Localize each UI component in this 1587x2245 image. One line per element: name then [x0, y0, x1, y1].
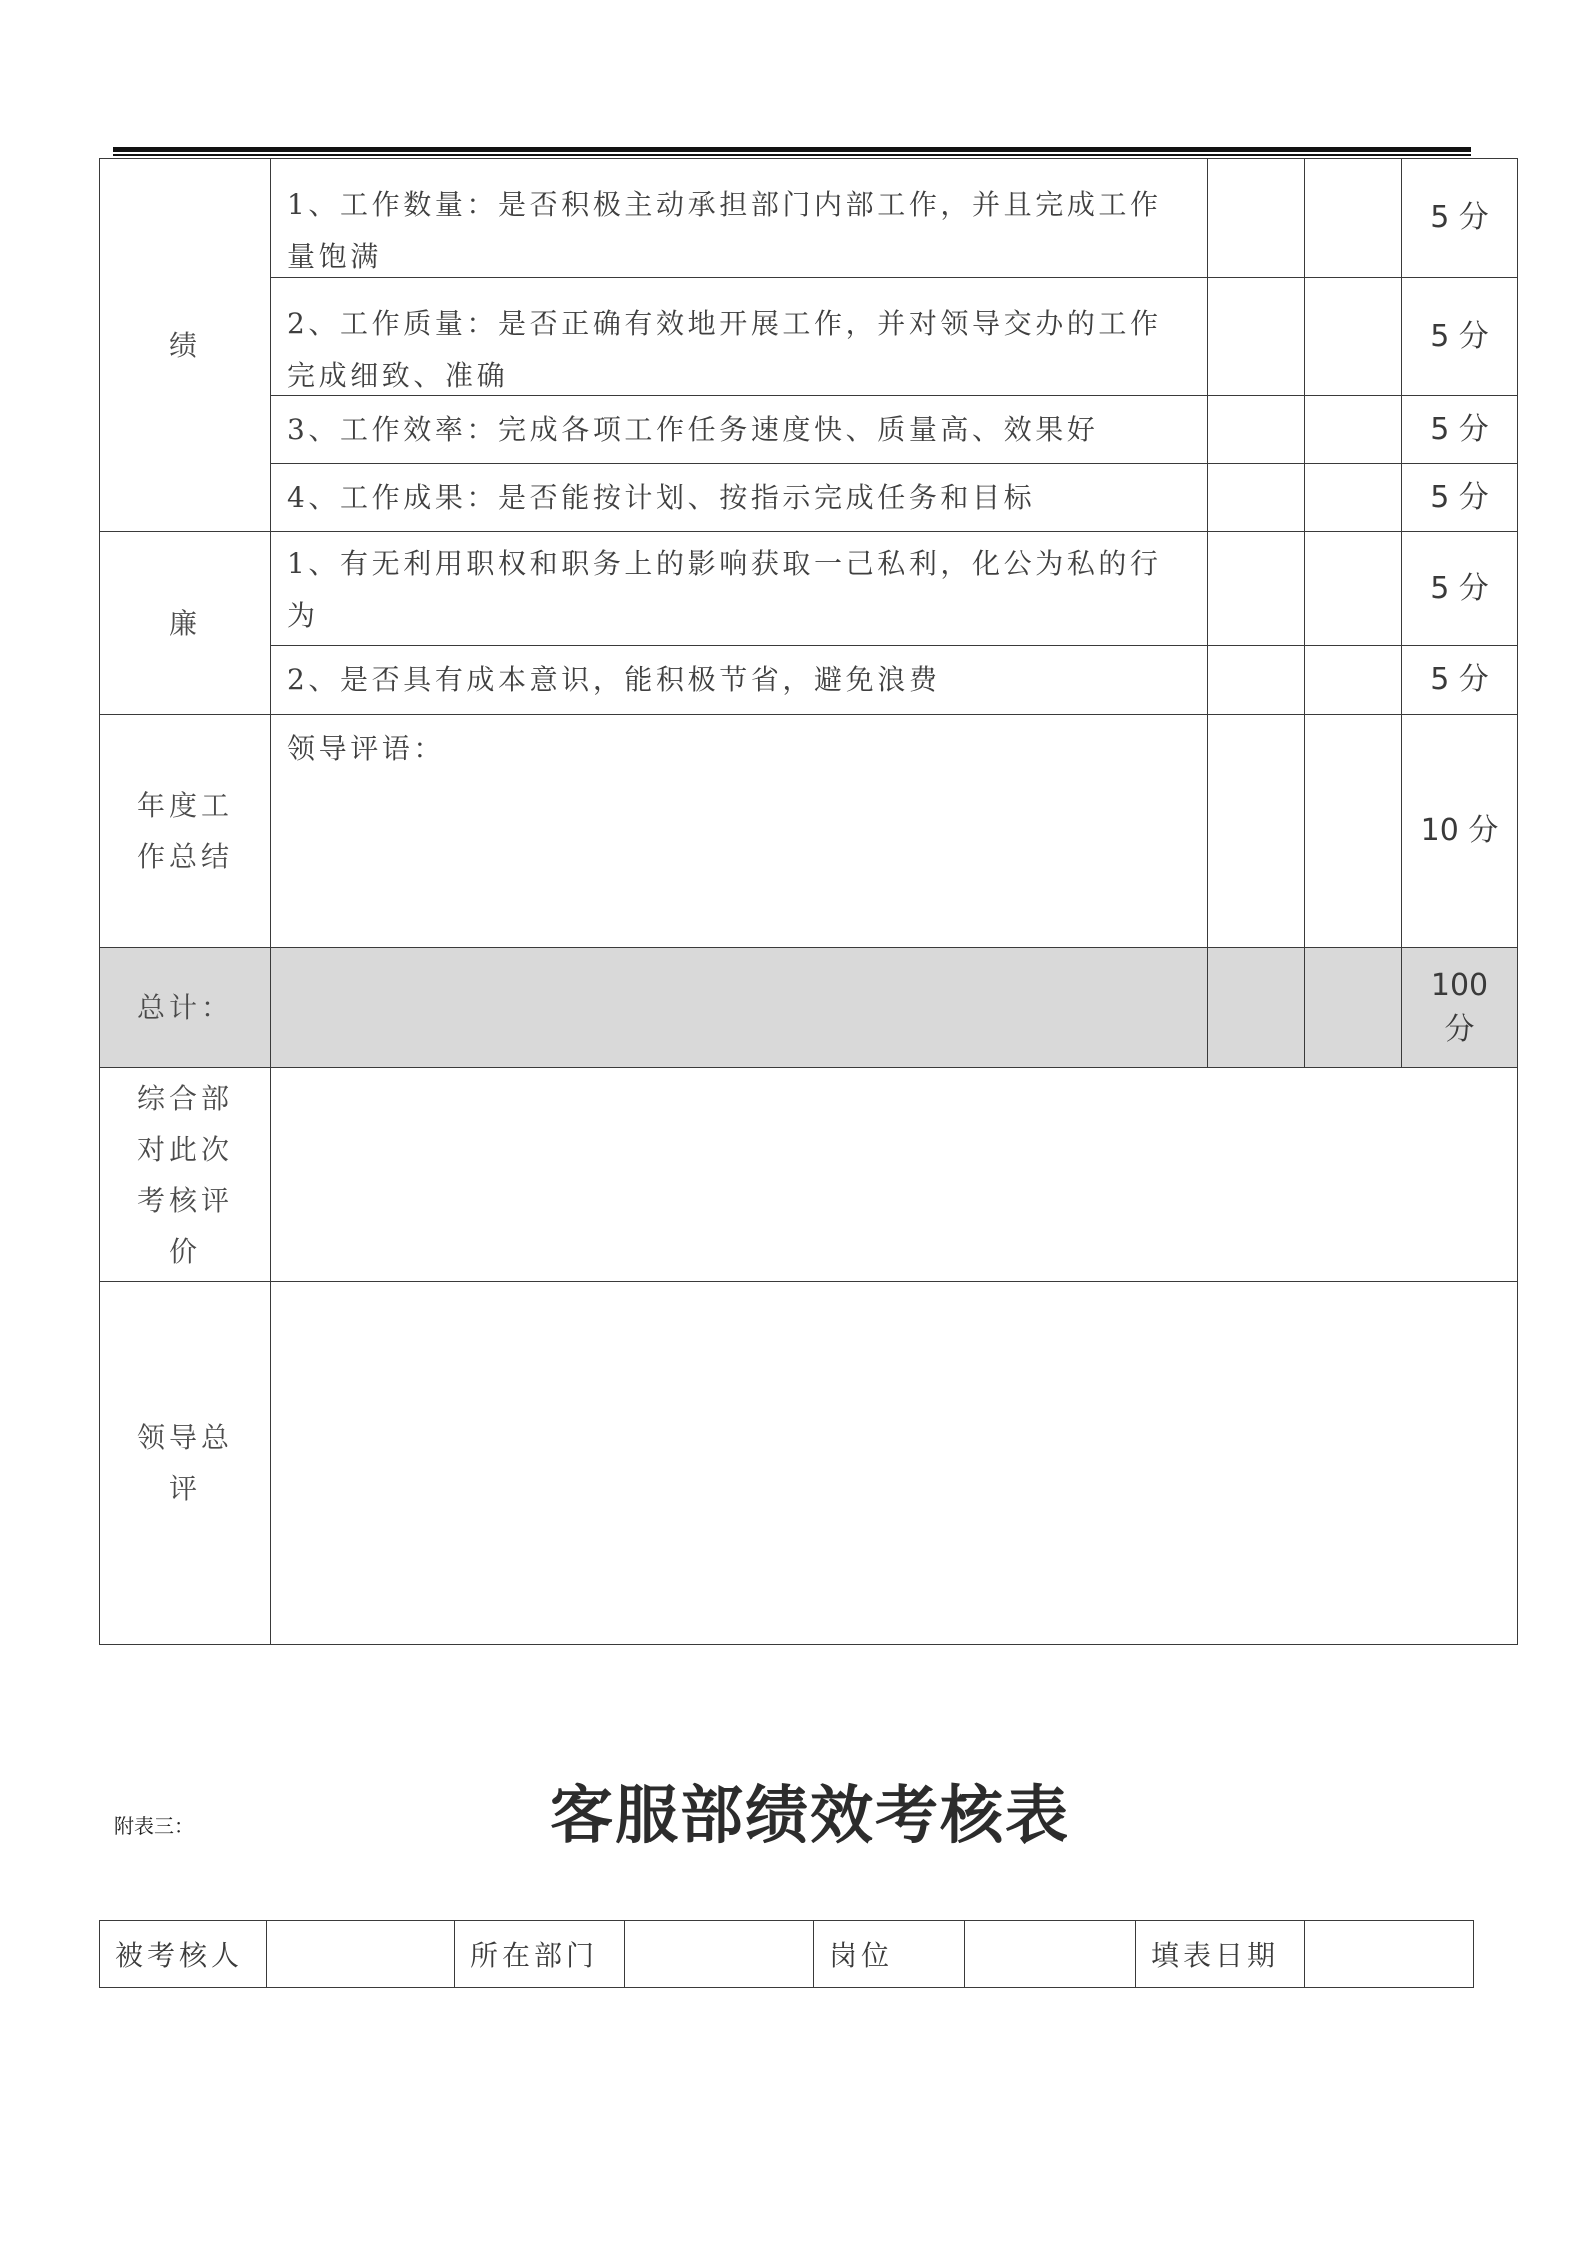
department-label-cell — [454, 1920, 625, 1988]
category-annual-summary-label: 年度工作总结 — [136, 789, 233, 873]
category-integrity-label: 廉 — [168, 606, 201, 640]
self-score-cell-2[interactable] — [1207, 277, 1305, 396]
criterion-no-abuse-of-power — [270, 531, 1208, 646]
criterion-work-results-text: 4、工作成果：是否能按计划、按指示完成任务和目标 — [287, 481, 1036, 514]
total-max-score: 100 分 — [1430, 967, 1489, 1047]
leader-evaluation-field[interactable] — [270, 1281, 1518, 1645]
leader-comment-field[interactable] — [270, 714, 1208, 948]
assessee-field[interactable] — [266, 1920, 455, 1988]
total-label-cell — [99, 947, 271, 1068]
leader-evaluation-label-cell — [99, 1281, 271, 1645]
self-score-cell-3[interactable] — [1207, 395, 1305, 464]
max-score-3: 5 分 — [1430, 411, 1489, 447]
max-score-1: 5 分 — [1430, 200, 1489, 235]
category-achievement-label: 绩 — [168, 328, 201, 362]
criterion-work-efficiency — [270, 395, 1208, 464]
header-rule-thin — [113, 154, 1471, 156]
document-title: 客服部绩效考核表 — [550, 1778, 1070, 1852]
self-score-cell-7[interactable] — [1207, 714, 1305, 948]
position-label-cell — [813, 1920, 965, 1988]
assessee-label-cell — [99, 1920, 267, 1988]
leader-evaluation-label: 领导总评 — [136, 1421, 233, 1505]
max-score-cell-5 — [1401, 531, 1518, 646]
max-score-5: 5 分 — [1430, 570, 1489, 606]
max-score-4: 5 分 — [1430, 479, 1489, 515]
fill-date-label-cell — [1135, 1920, 1305, 1988]
header-rule-thick — [113, 147, 1471, 152]
criterion-work-quality-text: 2、工作质量：是否正确有效地开展工作，并对领导交办的工作完成细致、准确 — [287, 307, 1162, 392]
department-label: 所在部门 — [470, 1939, 599, 1972]
self-score-cell-1[interactable] — [1207, 158, 1305, 278]
fill-date-label: 填表日期 — [1151, 1939, 1280, 1972]
reviewer-score-cell-2[interactable] — [1304, 277, 1402, 396]
criterion-work-quantity — [270, 158, 1208, 278]
max-score-cell-2 — [1401, 277, 1518, 396]
general-dept-evaluation-field[interactable] — [270, 1067, 1518, 1282]
reviewer-score-cell-1[interactable] — [1304, 158, 1402, 278]
criterion-cost-awareness — [270, 645, 1208, 715]
assessee-label: 被考核人 — [115, 1939, 244, 1972]
reviewer-score-cell-5[interactable] — [1304, 531, 1402, 646]
max-score-2: 5 分 — [1430, 318, 1489, 354]
total-label: 总计： — [136, 991, 233, 1024]
self-score-cell-4[interactable] — [1207, 463, 1305, 532]
position-label: 岗位 — [829, 1939, 894, 1972]
max-score-cell-1 — [1401, 158, 1518, 278]
criterion-cost-awareness-text: 2、是否具有成本意识，能积极节省，避免浪费 — [287, 663, 941, 696]
max-score-cell-6 — [1401, 645, 1518, 715]
reviewer-score-cell-6[interactable] — [1304, 645, 1402, 715]
general-dept-evaluation-label: 综合部对此次考核评价 — [136, 1081, 233, 1268]
department-field[interactable] — [624, 1920, 814, 1988]
max-score-7: 10 分 — [1420, 813, 1499, 848]
category-integrity — [99, 531, 271, 715]
total-blank-cell — [270, 947, 1208, 1068]
criterion-work-results — [270, 463, 1208, 532]
max-score-cell-3 — [1401, 395, 1518, 464]
fill-date-field[interactable] — [1304, 1920, 1474, 1988]
criterion-no-abuse-of-power-text: 1、有无利用职权和职务上的影响获取一己私利，化公为私的行为 — [287, 547, 1162, 632]
criterion-work-quality — [270, 277, 1208, 396]
max-score-cell-4 — [1401, 463, 1518, 532]
total-max-score-cell — [1401, 947, 1518, 1068]
criterion-work-efficiency-text: 3、工作效率：完成各项工作任务速度快、质量高、效果好 — [287, 413, 1099, 446]
reviewer-score-cell-3[interactable] — [1304, 395, 1402, 464]
position-field[interactable] — [964, 1920, 1136, 1988]
max-score-6: 5 分 — [1430, 662, 1489, 697]
reviewer-score-cell-7[interactable] — [1304, 714, 1402, 948]
leader-comment-label: 领导评语： — [287, 732, 446, 765]
general-dept-evaluation-label-cell — [99, 1067, 271, 1282]
max-score-cell-7 — [1401, 714, 1518, 948]
criterion-work-quantity-text: 1、工作数量：是否积极主动承担部门内部工作，并且完成工作量饱满 — [287, 188, 1162, 273]
annex-label: 附表三： — [114, 1814, 194, 1838]
self-score-cell-5[interactable] — [1207, 531, 1305, 646]
total-reviewer-score-cell[interactable] — [1304, 947, 1402, 1068]
reviewer-score-cell-4[interactable] — [1304, 463, 1402, 532]
self-score-cell-6[interactable] — [1207, 645, 1305, 715]
total-self-score-cell[interactable] — [1207, 947, 1305, 1068]
category-achievement — [99, 158, 271, 532]
category-annual-summary — [99, 714, 271, 948]
